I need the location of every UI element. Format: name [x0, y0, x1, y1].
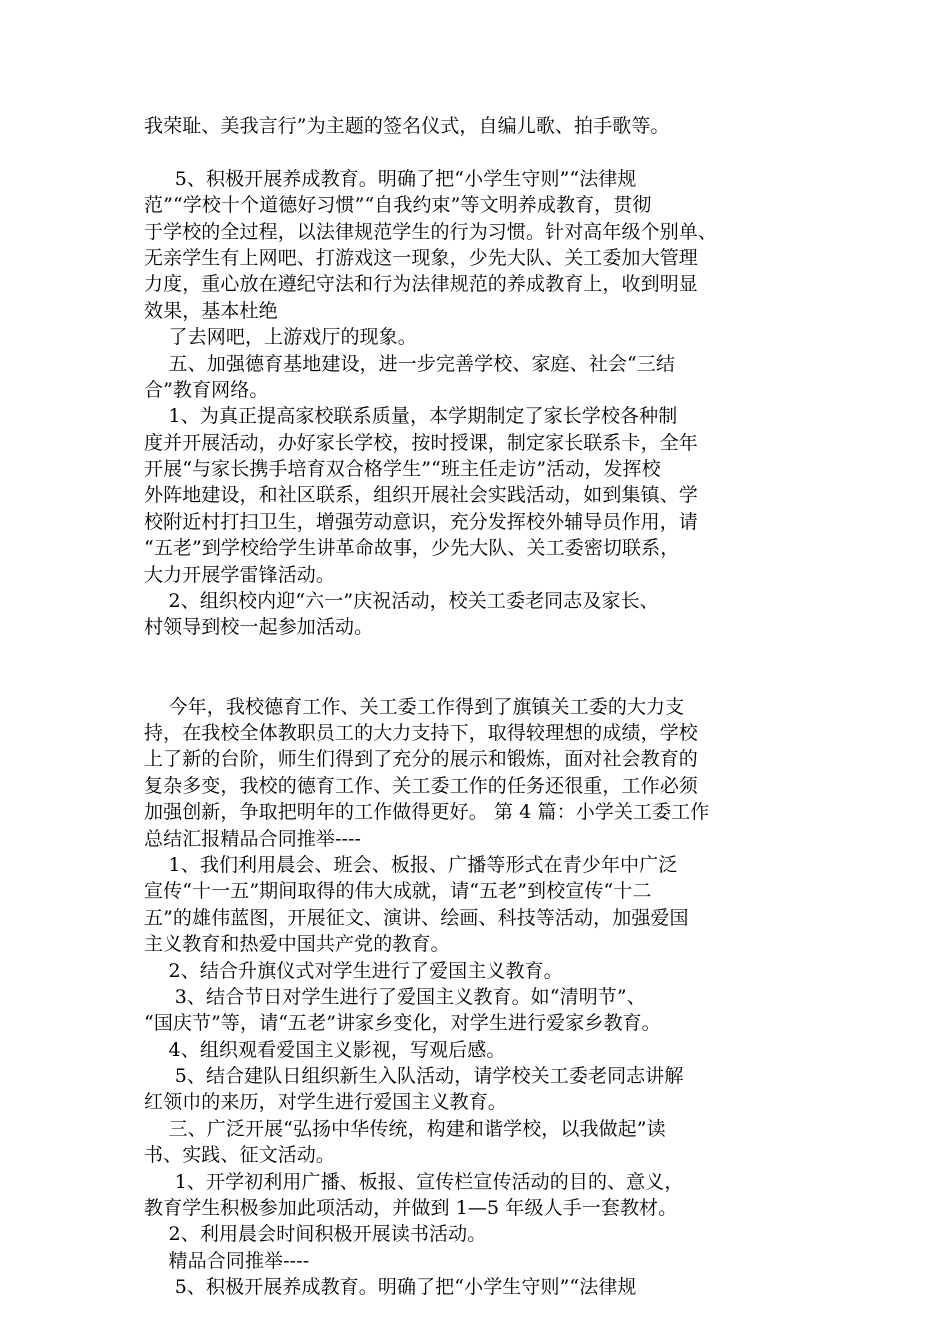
text-line: 五、加强德育基地建设，进一步完善学校、家庭、社会“三结 — [144, 352, 675, 375]
text-line: 5、积极开展养成教育。明确了把“小学生守则”“法律规 — [144, 1276, 637, 1299]
text-line: 校附近村打扫卫生，增强劳动意识，充分发挥校外辅导员作用，请 — [144, 510, 698, 533]
text-line: 红领巾的来历，对学生进行爱国主义教育。 — [144, 1091, 507, 1114]
text-line: 了去网吧，上游戏厅的现象。 — [144, 326, 417, 349]
text-line: 1、开学初利用广播、板报、宣传栏宣传活动的目的、意义， — [144, 1170, 684, 1193]
text-line: 我荣耻、美我言行”为主题的签名仪式，自编儿歌、拍手歌等。 — [144, 115, 670, 137]
text-line: 书、实践、征文活动。 — [144, 1144, 336, 1167]
text-line: 2、组织校内迎“六一”庆祝活动，校关工委老同志及家长、 — [144, 590, 659, 613]
text-line: 上了新的台阶，师生们得到了充分的展示和锻炼，面对社会教育的 — [144, 748, 698, 771]
text-line: 教育学生积极参加此项活动，并做到 1—5 年级人手一套教材。 — [144, 1197, 678, 1220]
text-line: 范”“学校十个道德好习惯”“自我约束”等文明养成教育，贯彻 — [144, 194, 652, 217]
document-body — [144, 113, 824, 1301]
text-line: 五”的雄伟蓝图，开展征文、演讲、绘画、科技等活动，加强爱国 — [144, 906, 689, 929]
text-line: 无亲学生有上网吧、打游戏这一现象，少先大队、关工委加大管理 — [144, 246, 698, 269]
text-line: 今年，我校德育工作、关工委工作得到了旗镇关工委的大力支 — [144, 695, 685, 718]
text-line: 持，在我校全体教职员工的大力支持下，取得较理想的成绩，学校 — [144, 721, 698, 744]
text-line: 1、我们利用晨会、班会、板报、广播等形式在青少年中广泛 — [144, 853, 678, 876]
text-line: 5、结合建队日组织新生入队活动，请学校关工委老同志讲解 — [144, 1065, 684, 1088]
text-line: 合”教育网络。 — [144, 378, 269, 401]
text-line: 精品合同推举---- — [144, 1249, 310, 1272]
text-line: 于学校的全过程，以法律规范学生的行为习惯。针对高年级个别单、 — [144, 220, 718, 243]
text-line: 开展“与家长携手培育双合格学生”“班主任走访”活动，发挥校 — [144, 458, 661, 481]
text-line: 度并开展活动，办好家长学校，按时授课，制定家长联系卡，全年 — [144, 431, 698, 454]
text-line — [144, 139, 824, 165]
text-line: 加强创新，争取把明年的工作做得更好。 第 4 篇：小学关工委工作 — [144, 801, 710, 824]
text-line: “国庆节”等，请“五老”讲家乡变化，对学生进行爱家乡教育。 — [144, 1012, 661, 1035]
text-line: “五老”到学校给学生讲革命故事，少先大队、关工委密切联系， — [144, 537, 680, 560]
text-line: 总结汇报精品合同推举---- — [144, 827, 362, 850]
text-line: 主义教育和热爱中国共产党的教育。 — [144, 933, 450, 956]
text-line: 三、广泛开展“弘扬中华传统，构建和谐学校，以我做起”读 — [144, 1117, 666, 1140]
text-line — [144, 641, 824, 667]
text-line: 1、为真正提高家校联系质量，本学期制定了家长学校各种制 — [144, 405, 678, 428]
text-line: 2、结合升旗仪式对学生进行了爱国主义教育。 — [144, 959, 563, 982]
text-line: 效果，基本杜绝 — [144, 299, 278, 322]
text-line: 5、积极开展养成教育。明确了把“小学生守则”“法律规 — [144, 167, 637, 190]
text-line: 宣传“十一五”期间取得的伟大成就，请“五老”到校宣传“十二 — [144, 880, 652, 903]
text-line: 外阵地建设，和社区联系，组织开展社会实践活动，如到集镇、学 — [144, 484, 698, 507]
text-line: 3、结合节日对学生进行了爱国主义教育。如“清明节”、 — [144, 985, 646, 1008]
text-line: 力度，重心放在遵纪守法和行为法律规范的养成教育上，收到明显 — [144, 273, 698, 296]
text-line: 4、组织观看爱国主义影视，写观后感。 — [144, 1038, 506, 1061]
text-line: 大力开展学雷锋活动。 — [144, 563, 336, 586]
text-line — [144, 667, 824, 693]
text-line: 村领导到校一起参加活动。 — [144, 616, 374, 639]
text-line: 2、利用晨会时间积极开展读书活动。 — [144, 1223, 487, 1246]
text-line: 复杂多变，我校的德育工作、关工委工作的任务还很重，工作必须 — [144, 774, 698, 797]
